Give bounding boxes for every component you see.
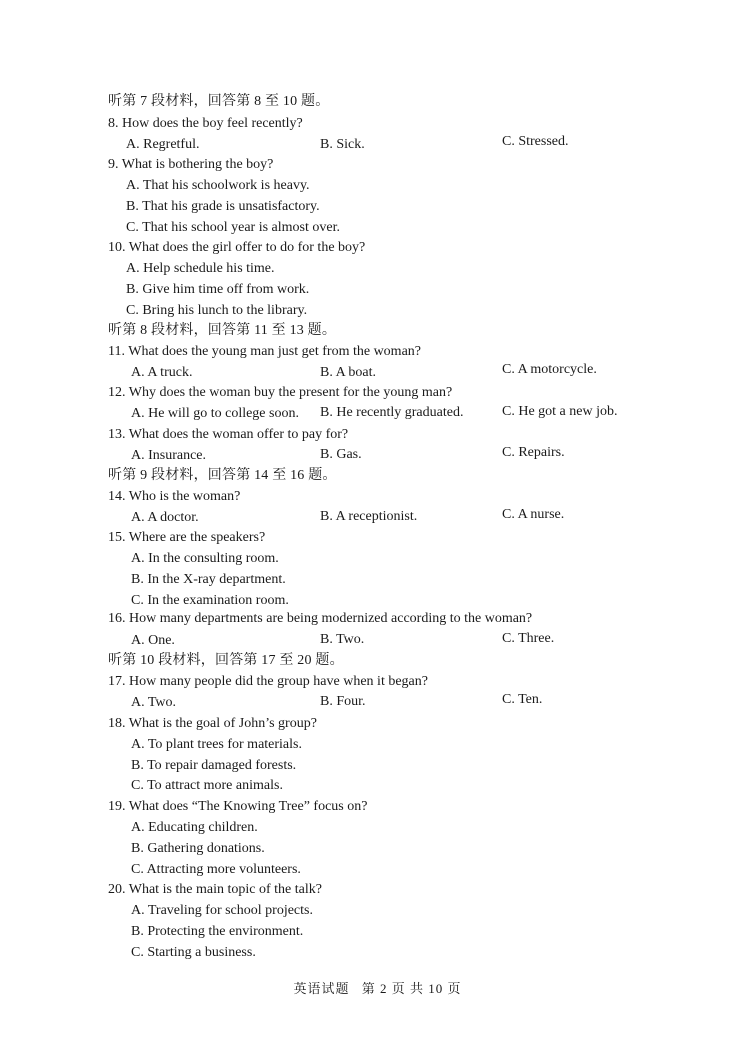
question-10: 10. What does the girl offer to do for the boy? xyxy=(108,240,366,255)
question-18: 18. What is the goal of John’s group? xyxy=(108,716,317,731)
question-11: 11. What does the young man just get from the woman? xyxy=(108,344,421,359)
question-20: 20. What is the main topic of the talk? xyxy=(108,882,322,897)
q9-option-c: C. That his school year is almost over. xyxy=(126,220,340,235)
q16-option-c: C. Three. xyxy=(502,631,555,646)
q16-option-a: A. One. xyxy=(131,633,175,648)
q20-option-c: C. Starting a business. xyxy=(131,945,256,960)
question-13: 13. What does the woman offer to pay for? xyxy=(108,427,349,442)
q9-option-a: A. That his schoolwork is heavy. xyxy=(126,178,310,193)
section-heading-8: 听第 8 段材料，回答第 11 至 13 题。 xyxy=(108,323,337,338)
q8-option-a: A. Regretful. xyxy=(126,137,200,152)
q19-option-b: B. Gathering donations. xyxy=(131,841,265,856)
q15-option-c: C. In the examination room. xyxy=(131,593,289,608)
q12-option-c: C. He got a new job. xyxy=(502,404,618,419)
question-19: 19. What does “The Knowing Tree” focus on? xyxy=(108,799,368,814)
q19-option-c: C. Attracting more volunteers. xyxy=(131,862,301,877)
q13-option-b: B. Gas. xyxy=(320,447,362,462)
q18-option-b: B. To repair damaged forests. xyxy=(131,758,297,773)
question-14: 14. Who is the woman? xyxy=(108,489,241,504)
question-15: 15. Where are the speakers? xyxy=(108,530,266,545)
question-16: 16. How many departments are being modernized according to the woman? xyxy=(108,611,533,626)
q17-option-b: B. Four. xyxy=(320,694,366,709)
q18-option-a: A. To plant trees for materials. xyxy=(131,737,302,752)
q14-option-c: C. A nurse. xyxy=(502,507,565,522)
q15-option-b: B. In the X-ray department. xyxy=(131,572,286,587)
q11-option-c: C. A motorcycle. xyxy=(502,362,597,377)
q8-option-c: C. Stressed. xyxy=(502,134,569,149)
q14-option-a: A. A doctor. xyxy=(131,510,199,525)
question-8: 8. How does the boy feel recently? xyxy=(108,116,303,131)
q16-option-b: B. Two. xyxy=(320,632,365,647)
q14-option-b: B. A receptionist. xyxy=(320,509,418,524)
question-9: 9. What is bothering the boy? xyxy=(108,157,274,172)
page-footer xyxy=(0,978,755,997)
q12-option-a: A. He will go to college soon. xyxy=(131,406,299,421)
q8-option-b: B. Sick. xyxy=(320,137,365,152)
q11-option-a: A. A truck. xyxy=(131,365,193,380)
q11-option-b: B. A boat. xyxy=(320,365,377,380)
q10-option-b: B. Give him time off from work. xyxy=(126,282,310,297)
q19-option-a: A. Educating children. xyxy=(131,820,258,835)
q17-option-c: C. Ten. xyxy=(502,692,543,707)
q18-option-c: C. To attract more animals. xyxy=(131,778,283,793)
question-17: 17. How many people did the group have when it began? xyxy=(108,674,428,689)
section-heading-7: 听第 7 段材料，回答第 8 至 10 题。 xyxy=(108,94,330,109)
section-heading-9: 听第 9 段材料，回答第 14 至 16 题。 xyxy=(108,468,337,483)
section-heading-10: 听第 10 段材料，回答第 17 至 20 题。 xyxy=(108,653,344,668)
q17-option-a: A. Two. xyxy=(131,695,177,710)
footer-subject: 英语试题 xyxy=(293,981,350,996)
footer-page-number: 第 2 页 共 10 页 xyxy=(361,981,462,996)
q10-option-a: A. Help schedule his time. xyxy=(126,261,275,276)
q13-option-a: A. Insurance. xyxy=(131,448,207,463)
q12-option-b: B. He recently graduated. xyxy=(320,405,464,420)
q15-option-a: A. In the consulting room. xyxy=(131,551,279,566)
q20-option-b: B. Protecting the environment. xyxy=(131,924,304,939)
q10-option-c: C. Bring his lunch to the library. xyxy=(126,303,308,318)
q20-option-a: A. Traveling for school projects. xyxy=(131,903,313,918)
q13-option-c: C. Repairs. xyxy=(502,445,565,460)
question-12: 12. Why does the woman buy the present for the young man? xyxy=(108,385,453,400)
q9-option-b: B. That his grade is unsatisfactory. xyxy=(126,199,320,214)
